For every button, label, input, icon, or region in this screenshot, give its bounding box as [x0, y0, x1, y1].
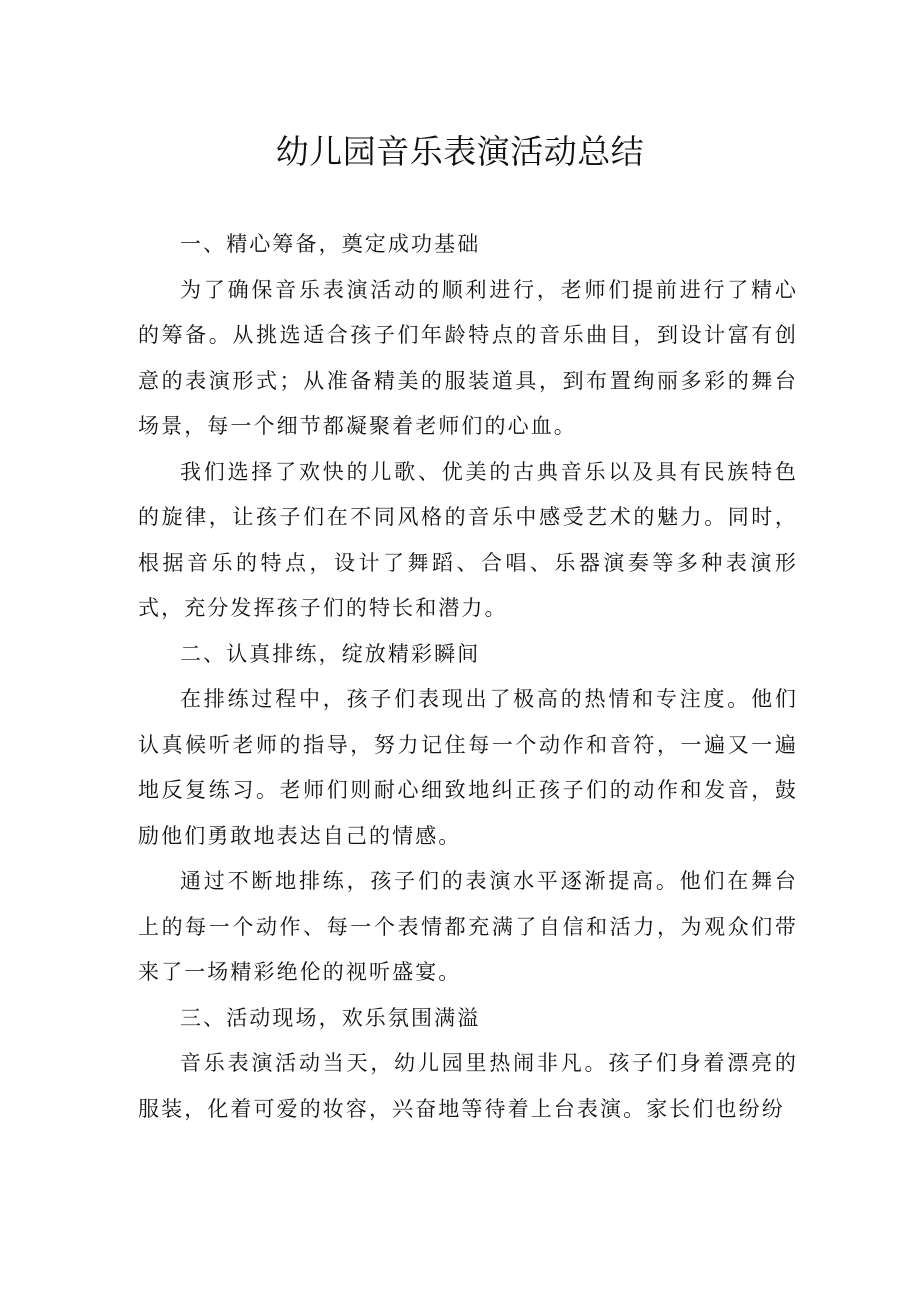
section-heading-2: 二、认真排练，绽放精彩瞬间 — [180, 641, 481, 666]
paragraph: 音乐表演活动当天，幼儿园里热闹非凡。孩子们身着漂亮的服装，化着可爱的妆容，兴奋地等待着上台表演。家长们也纷纷 — [138, 1051, 798, 1121]
section-heading-1: 一、精心筹备，奠定成功基础 — [180, 232, 481, 256]
document-title: 幼儿园音乐表演活动总结 — [275, 132, 645, 171]
section-heading-3: 三、活动现场，欢乐氛围满溢 — [180, 1005, 481, 1030]
paragraph: 通过不断地排练，孩子们的表演水平逐渐提高。他们在舞台上的每一个动作、每一个表情都充满了自信和活力，为观众们带来了一场精彩绝伦的视听盛宴。 — [138, 869, 798, 984]
paragraph: 我们选择了欢快的儿歌、优美的古典音乐以及具有民族特色的旋律，让孩子们在不同风格的音乐中感受艺术的魅力。同时，根据音乐的特点，设计了舞蹈、合唱、乐器演奏等多种表演形式，充分发挥孩子们的特长和潜力。 — [138, 459, 798, 620]
paragraph: 为了确保音乐表演活动的顺利进行，老师们提前进行了精心的筹备。从挑选适合孩子们年龄特点的音乐曲目，到设计富有创意的表演形式；从准备精美的服装道具，到布置绚丽多彩的舞台场景，每一个细节都凝聚着老师们的心血。 — [138, 277, 798, 438]
paragraph: 在排练过程中，孩子们表现出了极高的热情和专注度。他们认真候听老师的指导，努力记住每一个动作和音符，一遍又一遍地反复练习。老师们则耐心细致地纠正孩子们的动作和发音，鼓励他们勇敢地表达自己的情感。 — [138, 687, 798, 848]
document-body — [138, 222, 798, 1132]
